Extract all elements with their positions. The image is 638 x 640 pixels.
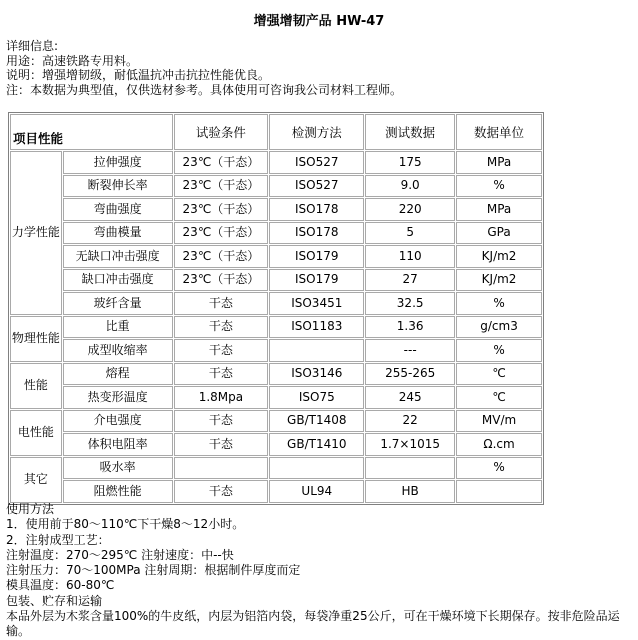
table-row	[10, 222, 542, 245]
method-cell	[269, 457, 364, 480]
unit-cell: g/cm3	[456, 316, 542, 339]
table-row	[10, 480, 542, 503]
method-cell: ISO3146	[269, 363, 364, 386]
unit-cell: %	[456, 292, 542, 315]
mold-temperature: 模具温度：60-80℃	[6, 578, 115, 593]
category-cell: 力学性能	[10, 151, 62, 315]
property-cell: 体积电阻率	[63, 433, 173, 456]
unit-cell: MPa	[456, 198, 542, 221]
property-cell: 比重	[63, 316, 173, 339]
unit-cell: MV/m	[456, 410, 542, 433]
unit-cell: Ω.cm	[456, 433, 542, 456]
condition-cell: 23℃（干态）	[174, 245, 269, 268]
packaging-description: 本品外层为木浆含量100%的牛皮纸，内层为铝箔内袋，每袋净重25公斤，可在干燥环境下长期保存。按非危险品运输。	[6, 609, 620, 639]
category-cell: 物理性能	[10, 316, 62, 362]
property-cell: 熔程	[63, 363, 173, 386]
condition-cell: 23℃（干态）	[174, 175, 269, 198]
category-cell: 其它	[10, 457, 62, 503]
unit-cell: ℃	[456, 386, 542, 409]
value-cell: 220	[365, 198, 455, 221]
condition-cell: 干态	[174, 433, 269, 456]
intro-heading: 详细信息:	[6, 39, 59, 53]
property-cell: 玻纤含量	[63, 292, 173, 315]
method-cell: GB/T1408	[269, 410, 364, 433]
spec-table	[8, 112, 544, 505]
condition-cell: 干态	[174, 363, 269, 386]
condition-cell: 23℃（干态）	[174, 151, 269, 174]
value-cell: 245	[365, 386, 455, 409]
header-property: 项目性能	[10, 114, 173, 150]
method-cell	[269, 339, 364, 362]
value-cell: 22	[365, 410, 455, 433]
category-cell: 电性能	[10, 410, 62, 456]
value-cell: 1.7×1015	[365, 433, 455, 456]
property-cell: 弯曲强度	[63, 198, 173, 221]
usage-step-2: 2．注射成型工艺：	[6, 532, 110, 547]
method-cell: ISO179	[269, 245, 364, 268]
unit-cell: KJ/m2	[456, 245, 542, 268]
intro-section	[6, 39, 402, 97]
unit-cell: %	[456, 457, 542, 480]
property-cell: 拉伸强度	[63, 151, 173, 174]
method-cell: ISO179	[269, 269, 364, 292]
value-cell: 175	[365, 151, 455, 174]
usage-step-1: 1．使用前于80～110℃下干燥8～12小时。	[6, 517, 245, 532]
table-row	[10, 433, 542, 456]
value-cell: ---	[365, 339, 455, 362]
injection-temperature: 注射温度：270～295℃ 注射速度：中--快	[6, 547, 234, 562]
value-cell: 255-265	[365, 363, 455, 386]
table-row	[10, 457, 542, 480]
table-row	[10, 198, 542, 221]
table-row	[10, 245, 542, 268]
table-row	[10, 410, 542, 433]
condition-cell: 干态	[174, 480, 269, 503]
value-cell: 27	[365, 269, 455, 292]
usage-heading: 使用方法	[6, 502, 55, 516]
table-row	[10, 339, 542, 362]
category-cell: 性能	[10, 363, 62, 409]
unit-cell: KJ/m2	[456, 269, 542, 292]
table-row	[10, 175, 542, 198]
condition-cell: 23℃（干态）	[174, 222, 269, 245]
value-cell: 9.0	[365, 175, 455, 198]
table-row	[10, 292, 542, 315]
value-cell	[365, 457, 455, 480]
condition-cell	[174, 457, 269, 480]
header-value: 测试数据	[365, 114, 455, 150]
method-cell: ISO3451	[269, 292, 364, 315]
method-cell: ISO527	[269, 175, 364, 198]
property-cell: 介电强度	[63, 410, 173, 433]
intro-description-line: 说明：增强增韧级，耐低温抗冲击抗拉性能优良。	[6, 68, 271, 82]
unit-cell: %	[456, 175, 542, 198]
property-cell: 弯曲模量	[63, 222, 173, 245]
intro-usage-line: 用途：高速铁路专用料。	[6, 53, 139, 68]
value-cell: 1.36	[365, 316, 455, 339]
header-condition: 试验条件	[174, 114, 269, 150]
property-cell: 阻燃性能	[63, 480, 173, 503]
usage-section	[6, 502, 634, 640]
condition-cell: 23℃（干态）	[174, 269, 269, 292]
value-cell: 5	[365, 222, 455, 245]
value-cell: HB	[365, 480, 455, 503]
property-cell: 缺口冲击强度	[63, 269, 173, 292]
table-header-row	[10, 114, 542, 150]
method-cell: ISO178	[269, 198, 364, 221]
value-cell: 110	[365, 245, 455, 268]
table-row	[10, 363, 542, 386]
condition-cell: 23℃（干态）	[174, 198, 269, 221]
page-title: 增强增韧产品 HW-47	[253, 14, 385, 29]
condition-cell: 干态	[174, 410, 269, 433]
unit-cell: ℃	[456, 363, 542, 386]
spec-table-body	[10, 114, 542, 503]
table-row	[10, 151, 542, 174]
method-cell: ISO527	[269, 151, 364, 174]
packaging-heading: 包装、贮存和运输	[6, 593, 103, 608]
unit-cell: MPa	[456, 151, 542, 174]
property-cell: 热变形温度	[63, 386, 173, 409]
condition-cell: 干态	[174, 316, 269, 339]
condition-cell: 干态	[174, 339, 269, 362]
table-row	[10, 269, 542, 292]
method-cell: GB/T1410	[269, 433, 364, 456]
property-cell: 无缺口冲击强度	[63, 245, 173, 268]
method-cell: UL94	[269, 480, 364, 503]
method-cell: ISO75	[269, 386, 364, 409]
table-row	[10, 386, 542, 409]
unit-cell: %	[456, 339, 542, 362]
value-cell: 32.5	[365, 292, 455, 315]
condition-cell: 1.8Mpa	[174, 386, 269, 409]
injection-pressure: 注射压力：70～100MPa 注射周期：根据制件厚度而定	[6, 563, 301, 578]
property-cell: 成型收缩率	[63, 339, 173, 362]
method-cell: ISO178	[269, 222, 364, 245]
property-cell: 断裂伸长率	[63, 175, 173, 198]
header-unit: 数据单位	[456, 114, 542, 150]
unit-cell	[456, 480, 542, 503]
method-cell: ISO1183	[269, 316, 364, 339]
intro-note-line: 注：本数据为典型值，仅供选材参考。具体使用可咨询我公司材料工程师。	[6, 82, 403, 97]
condition-cell: 干态	[174, 292, 269, 315]
header-method: 检测方法	[269, 114, 364, 150]
property-cell: 吸水率	[63, 457, 173, 480]
table-row	[10, 316, 542, 339]
unit-cell: GPa	[456, 222, 542, 245]
